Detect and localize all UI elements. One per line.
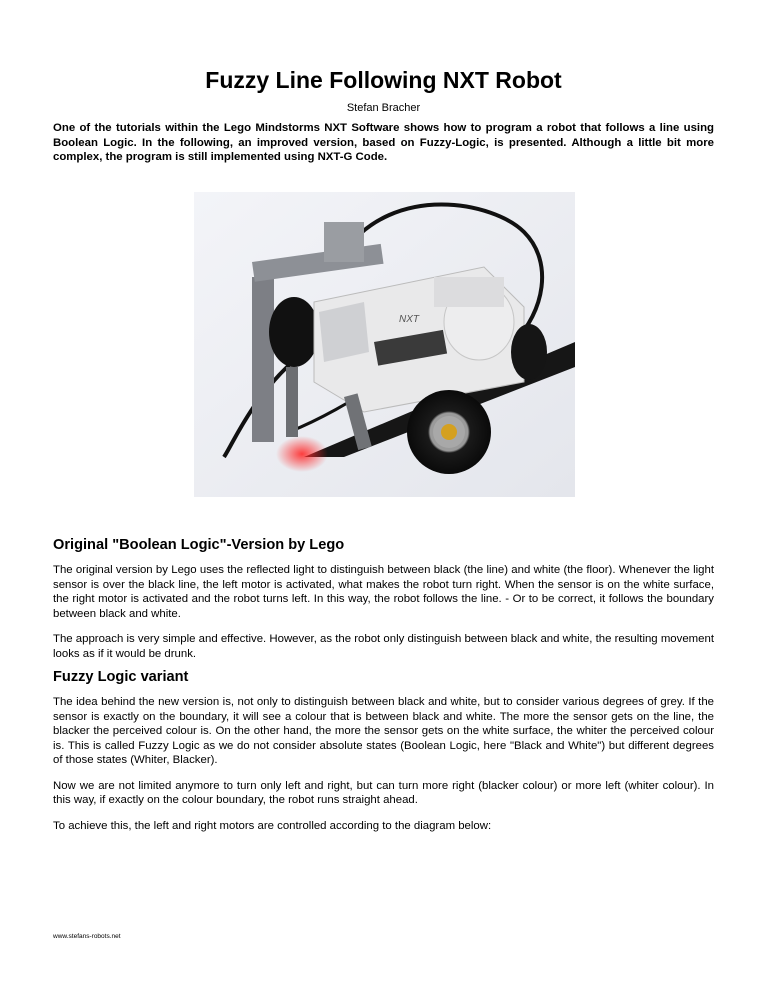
section-heading: Original "Boolean Logic"-Version by Lego bbox=[53, 537, 345, 553]
paragraph: The approach is very simple and effective. However, as the robot only distinguish between black and white, the resulting movement looks as if it would be drunk. bbox=[53, 633, 714, 660]
paragraph: The original version by Lego uses the reflected light to distinguish between black (the line) and white (the floor). Whenever the light sensor is over the black line, the left motor is activated, what makes the robot turn right. When the sensor is on the white surface, the right motor is activated and the robot turns left. In this way, the robot follows the line. - Or to be correct, it follows the boundary between black and white. bbox=[53, 564, 714, 620]
document-page bbox=[53, 66, 714, 832]
footer-url: www.stefans-robots.net bbox=[53, 933, 121, 940]
robot-photo bbox=[194, 192, 575, 497]
nxt-brick-label: NXT bbox=[399, 314, 419, 325]
section-fuzzy-logic bbox=[53, 668, 714, 833]
abstract: One of the tutorials within the Lego Mindstorms NXT Software shows how to program a robot that follows a line using Boolean Logic. In the following, an improved version, based on Fuzzy-Logic, is presented. Although a little bit more complex, the program is still implemented using NXT-G Code. bbox=[53, 122, 714, 163]
section-heading: Fuzzy Logic variant bbox=[53, 669, 189, 685]
author-name: Stefan Bracher bbox=[346, 102, 421, 114]
paragraph: To achieve this, the left and right motors are controlled according to the diagram below: bbox=[53, 819, 492, 832]
paragraph: Now we are not limited anymore to turn only left and right, but can turn more right (blacker colour) or more left (whiter colour). In this way, if exactly on the colour boundary, the robot runs straight ahead. bbox=[53, 779, 714, 806]
document-title: Fuzzy Line Following NXT Robot bbox=[205, 67, 562, 93]
paragraph: The idea behind the new version is, not only to distinguish between black and white, but to consider various degrees of grey. If the sensor is exactly on the boundary, it will see a colour that is between black and white. The more the sensor gets on the line, the blacker the perceived colour is. On the other hand, the more the sensor gets on the white surface, the whiter the perceived colour is. This is called Fuzzy Logic as we do not consider absolute states (Boolean Logic, here "Black and White") but different degrees of those states (Whiter, Blacker). bbox=[53, 696, 714, 766]
section-boolean-logic bbox=[53, 536, 714, 661]
